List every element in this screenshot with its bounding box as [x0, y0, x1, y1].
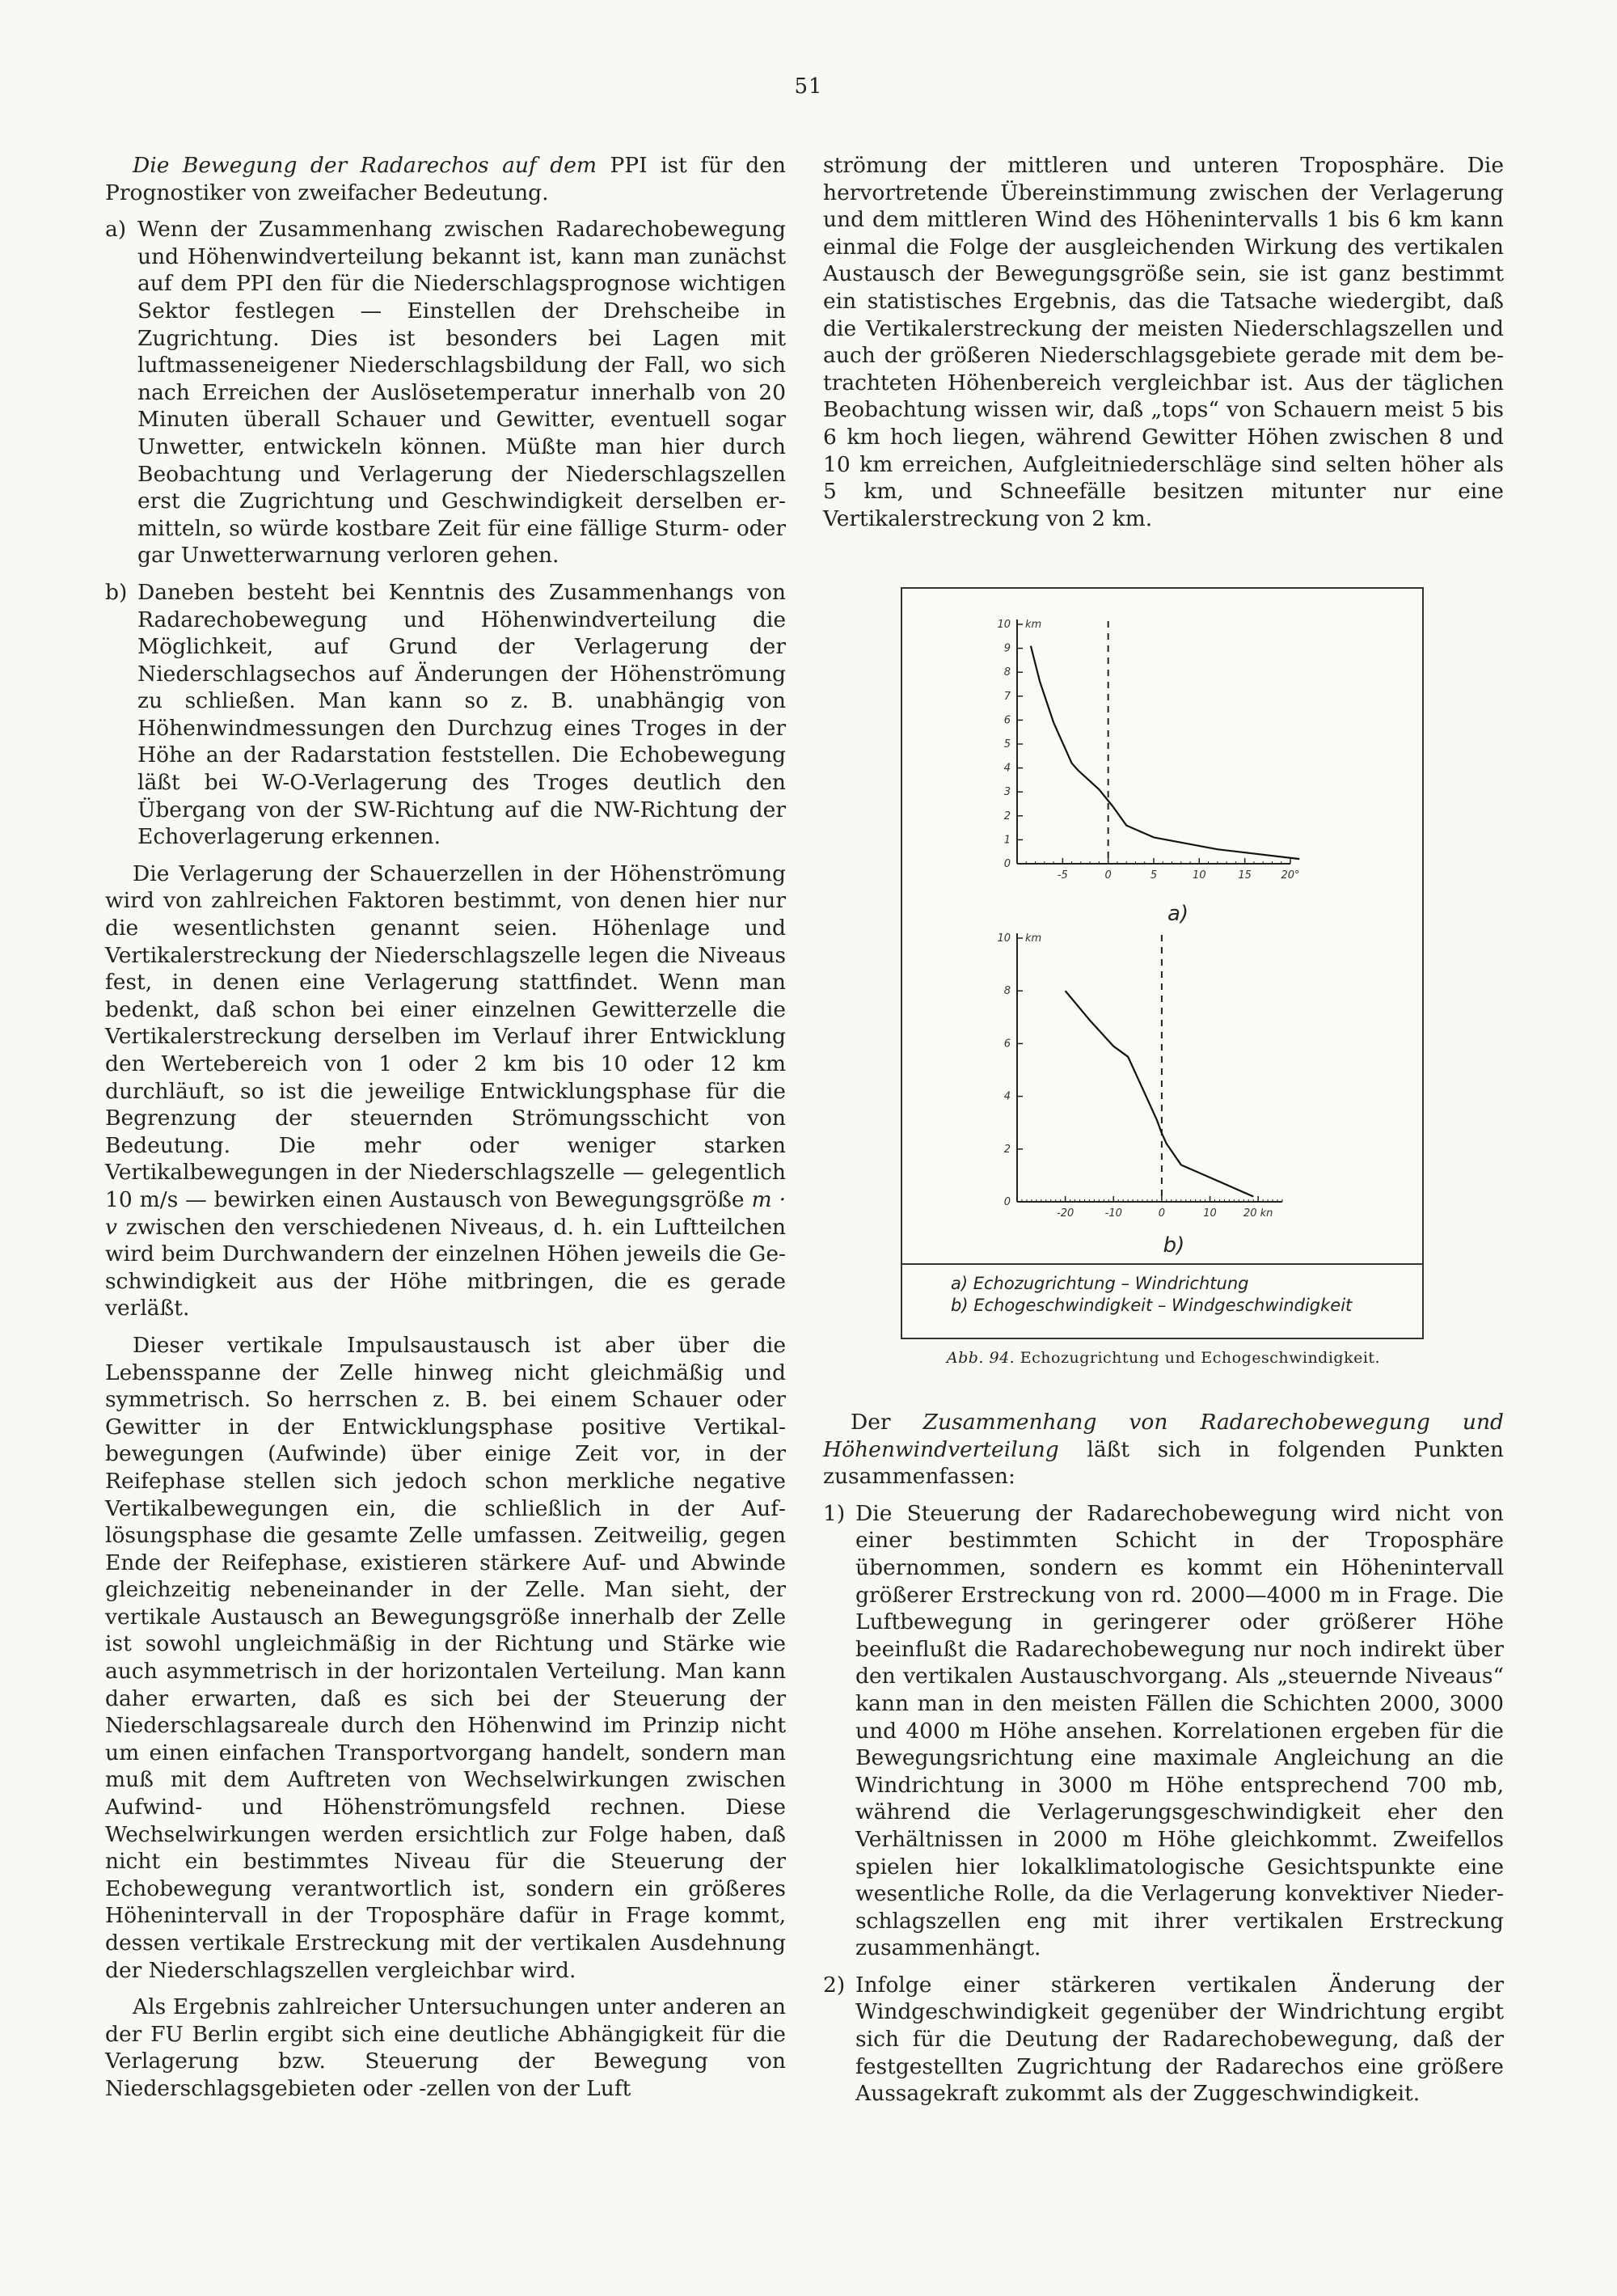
y-tick-label-a: 0	[1003, 858, 1011, 870]
list-text-a: Wenn der Zusammenhang zwischen Radarechobewegung und Höhenwindverteilung bekannt ist, kann man zunächst auf dem PPI den für die Niederschlagsprognose wichtigen Sektor festlegen — Einstellen der Drehscheibe in Zugrichtung. Dies ist besonders bei Lagen mit luftmasseneigener Niederschlagsbildung der Fall, wo sich nach Erreichen der Auslösetemperatur innerhalb von 20 Minuten überall Schauer und Gewitter, eventuell sogar Unwetter, entwickeln können. Müßte man hier durch Beobachtung und Verlagerung der Niederschlagszellen erst die Zugrichtung und Geschwindigkeit derselben ermitteln, so würde kostbare Zeit für eine fällige Sturm- oder gar Unwetterwarnung verloren gehen.	[137, 217, 786, 569]
page-number: 51	[794, 74, 823, 99]
figure-94	[901, 587, 1424, 1339]
list-marker-a: a)	[105, 217, 127, 243]
paragraph-impulsaustausch: Dieser vertikale Impulsaustausch ist aber über die Lebensspanne der Zelle hinweg nicht gleichmäßig und symmetrisch. So herrschen z. B. bei einem Schauer oder Gewitter in der Entwicklungsphase positive Vertikalbewegungen (Aufwinde) über einige Zeit vor, in der Reifephase stellen sich jedoch schon merkliche negative Vertikalbewegungen ein, die schließlich in der Auflösungsphase die gesamte Zelle umfassen. Zeitweilig, gegen Ende der Reifephase, existieren stärkere Auf- und Abwinde gleichzeitig nebeneinander in der Zelle. Man sieht, der vertikale Austausch an Bewegungsgröße innerhalb der Zelle ist sowohl ungleichmäßig in der Richtung und Stärke wie auch asymmetrisch in der horizontalen Verteilung. Man kann daher erwarten, daß es sich bei der Steuerung der Niederschlagsareale durch den Höhenwind im Prinzip nicht um einen einfachen Transportvorgang handelt, sondern man muß mit dem Auftreten von Wechselwirkungen zwischen Aufwind- und Höhenströmungsfeld rechnen. Diese Wechselwirkungen werden ersichtlich zur Folge haben, daß nicht ein bestimmtes Niveau für die Steuerung der Echobewegung verantwortlich ist, sondern ein größeres Höhenintervall in der Troposphäre dafür in Frage kommt, dessen vertikale Erstreckung mit der vertikalen Ausdehnung der Niederschlagszellen vergleichbar wird.	[105, 1332, 786, 1983]
y-tick-label-a: 10	[997, 619, 1011, 631]
chart-panel-b	[997, 932, 1282, 1258]
x-tick-label-a: 15	[1238, 869, 1252, 882]
y-unit-label-b: km	[1025, 932, 1042, 945]
paragraph-continued: strömung der mittleren und unteren Troposphäre. Die hervortretende Übereinstimmung zwischen der Verlagerung und dem mittleren Wind des Höhenintervalls 1 bis 6 km kann einmal die Folge der ausgleichenden Wirkung des vertikalen Austausch der Bewegungsgröße sein, sie ist ganz bestimmt ein statistisches Ergebnis, das die Tatsache wiedergibt, daß die Vertikalerstreckung der meisten Niederschlagszellen und auch der größeren Niederschlagsgebiete gerade mit dem betrachteten Höhenbereich vergleichbar ist. Aus der täglichen Beobachtung wissen wir, daß „tops“ von Schauern meist 5 bis 6 km hoch liegen, während Gewitter Höhen zwischen 8 und 10 km erreichen, Aufgleitniederschläge sind selten höher als 5 km, und Schneefälle besitzen mitunter nur eine Vertikalerstreckung von 2 km.	[823, 153, 1504, 531]
summary-pre: Der	[851, 1410, 923, 1435]
para1-math: m · v	[105, 1186, 786, 1240]
paragraph-verlagerung	[105, 860, 786, 1322]
x-tick-label-b: -20	[1057, 1207, 1074, 1220]
y-tick-label-a: 2	[1003, 810, 1011, 822]
panel-label-a: a)	[1167, 902, 1189, 926]
y-tick-label-a: 3	[1003, 786, 1011, 799]
para1-post: zwischen den verschiedenen Niveaus, d. h. ein Luftteilchen wird beim Durchwandern der einzelnen Höhen jeweils die Geschwindigkeit aus der Höhe mitbringen, die es gerade verläßt.	[105, 1214, 786, 1321]
list-marker-b: b)	[105, 579, 128, 605]
summary-paragraph	[823, 1409, 1504, 1490]
intro-italic: Die Bewegung der Radarechos auf dem	[133, 153, 597, 178]
list-text-1: Die Steuerung der Radarechobewegung wird nicht von einer bestimmten Schicht in der Troposphäre übernommen, sondern es kommt ein Höhenintervall größerer Erstreckung von rd. 2000—4000 m in Frage. Die Luftbewegung in geringerer oder größerer Höhe beeinflußt die Radarechobewegung nur noch indirekt über den vertikalen Austauschvorgang. Als „steuernde Niveaus“ kann man in den meisten Fällen die Schichten 2000, 3000 und 4000 m Höhe ansehen. Korrelationen ergeben für die Bewegungsrichtung eine maximale Angleichung an die Windrichtung in 3000 m Höhe entsprechend 700 mb, während die Verlagerungsgeschwindigkeit eher den Verhältnissen in 2000 m Höhe gleichkommt. Zweifellos spielen hier lokalklimatologische Gesichtspunkte eine wesentliche Rolle, da die Verlagerung konvektiver Niederschlagszellen eng mit ihrer vertikalen Erstreckung zusammenhängt.	[855, 1500, 1504, 1961]
list-text-2: Infolge einer stärkeren vertikalen Änderung der Windgeschwindigkeit gegenüber der Windrichtung ergibt sich für die Deutung der Radarechobewegung, daß der festgestellten Zugrichtung der Radarechos eine größere Aussagekraft zukommt als der Zuggeschwindigkeit.	[855, 1972, 1504, 2107]
panel-label-b: b)	[1163, 1233, 1185, 1258]
intro-paragraph	[105, 152, 786, 206]
list-item-a	[105, 216, 786, 569]
para1-pre: Die Verlagerung der Schauerzellen in der Höhenströmung wird von zahlreichen Faktoren bestimmt, von denen hier nur die wesentlichsten genannt seien. Höhenlage und Vertikalerstreckung der Niederschlagszelle legen die Niveaus fest, in denen eine Verlagerung stattfindet. Wenn man bedenkt, daß schon bei einer einzelnen Gewitterzelle die Vertikalerstreckung derselben im Verlauf ihrer Entwicklung den Wertebereich von 1 oder 2 km bis 10 oder 12 km durchläuft, so ist die jeweilige Entwicklungsphase für die Begrenzung der steuernden Strömungsschicht von Bedeutung. Die mehr oder weniger starken Vertikalbewegungen in der Niederschlagszelle — gelegentlich 10 m/s — bewirken einen Austausch von Bewegungsgröße	[105, 860, 786, 1212]
left-column	[105, 152, 786, 2112]
y-tick-label-b: 2	[1003, 1143, 1011, 1156]
y-tick-label-b: 6	[1003, 1038, 1011, 1051]
list-item-2	[823, 1972, 1504, 2108]
y-tick-label-a: 6	[1003, 714, 1011, 727]
x-tick-label-b: 20 kn	[1243, 1207, 1273, 1220]
summary-post: läßt sich in folgenden Punkten zusammenfassen:	[823, 1436, 1504, 1490]
x-tick-label-b: -10	[1104, 1207, 1122, 1220]
list-text-b: Daneben besteht bei Kenntnis des Zusammenhangs von Radarechobewegung und Höhenwindverteilung die Möglichkeit, auf Grund der Verlagerung der Niederschlagsechos auf Änderungen der Höhenströmung zu schließen. Man kann so z. B. unabhängig von Höhenwindmessungen den Durchzug eines Troges in der Höhe an der Radarstation feststellen. Die Echobewegung läßt bei W-O-Verlagerung des Troges deutlich den Übergang von der SW-Richtung auf die NW-Richtung der Echoverlagerung erkennen.	[137, 579, 786, 850]
x-tick-label-a: 0	[1104, 869, 1112, 882]
x-tick-label-a: 10	[1193, 869, 1206, 882]
y-tick-label-a: 5	[1003, 738, 1011, 751]
series-line-b	[1066, 991, 1254, 1196]
x-tick-label-b: 10	[1203, 1207, 1217, 1220]
figure-legend	[902, 1263, 1422, 1338]
x-tick-label-a: 5	[1150, 869, 1158, 882]
y-tick-label-b: 10	[997, 932, 1011, 945]
figure-caption	[823, 1349, 1504, 1367]
y-tick-label-b: 4	[1003, 1090, 1011, 1103]
list-marker-1: 1)	[823, 1500, 846, 1526]
series-line-a	[1031, 646, 1299, 860]
y-tick-label-a: 1	[1003, 834, 1011, 847]
x-tick-label-b: 0	[1158, 1207, 1166, 1220]
right-column-upper	[823, 152, 1504, 542]
y-tick-label-a: 7	[1003, 690, 1011, 703]
x-tick-label-a: -5	[1057, 869, 1068, 882]
chart-panel-a	[997, 619, 1299, 926]
y-tick-label-a: 8	[1003, 666, 1011, 679]
y-tick-label-b: 0	[1003, 1196, 1011, 1208]
y-tick-label-a: 9	[1003, 642, 1011, 655]
legend-b: b) Echogeschwindigkeit – Windgeschwindigkeit	[951, 1296, 1353, 1315]
list-marker-2: 2)	[823, 1972, 846, 1998]
right-column-lower	[823, 1409, 1504, 2117]
legend-a: a) Echozugrichtung – Windrichtung	[951, 1274, 1249, 1293]
list-item-1	[823, 1500, 1504, 1962]
paragraph-ergebnis: Als Ergebnis zahlreicher Untersuchungen unter anderen an der FU Berlin ergibt sich eine deutliche Abhängigkeit für die Verlagerung bzw. Steuerung der Bewegung von Niederschlagsgebieten oder -zellen von der Luft	[105, 1994, 786, 2101]
caption-text: Echozugrichtung und Echogeschwindigkeit.	[1020, 1349, 1381, 1367]
y-tick-label-b: 8	[1003, 985, 1011, 998]
list-item-b	[105, 579, 786, 851]
x-tick-label-a: 20°	[1281, 869, 1300, 882]
caption-label: Abb. 94.	[946, 1349, 1015, 1367]
figure-charts	[902, 589, 1422, 1263]
summary-italic: Zusammenhang von Radarechobewegung und Höhenwindverteilung	[823, 1410, 1504, 1462]
y-tick-label-a: 4	[1003, 762, 1011, 775]
y-unit-label-a: km	[1025, 619, 1042, 631]
intro-rest: PPI ist für den Prognostiker von zweifacher Bedeutung.	[105, 153, 786, 205]
